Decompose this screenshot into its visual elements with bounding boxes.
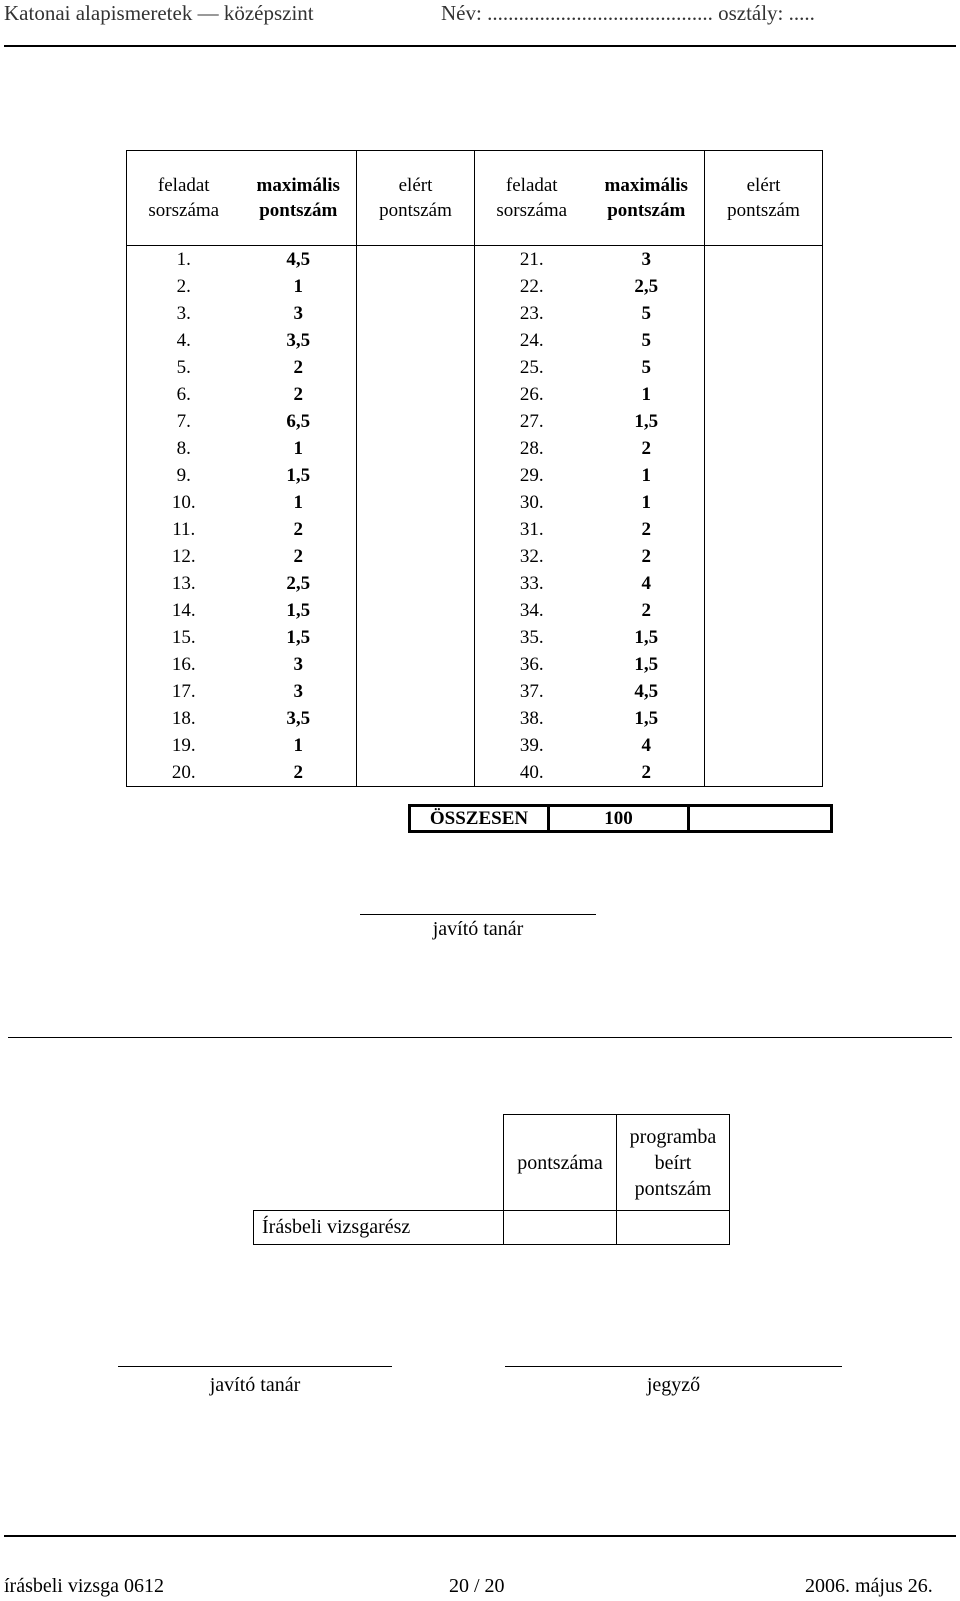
task-number-cell: 11. (127, 516, 241, 543)
written-entered-cell[interactable] (617, 1211, 730, 1245)
max-points-cell: 4,5 (634, 681, 659, 702)
table-row (127, 246, 823, 274)
achieved-points-cell[interactable] (357, 678, 475, 705)
signature-caption-right: jegyző (646, 1374, 701, 1396)
achieved-points-cell[interactable] (357, 516, 475, 543)
achieved-points-cell[interactable] (705, 435, 823, 462)
achieved-points-cell[interactable] (357, 732, 475, 759)
task-number-cell: 1. (127, 246, 241, 274)
task-number-cell: 10. (127, 489, 241, 516)
task-number-cell: 21. (475, 246, 589, 274)
achieved-points-cell[interactable] (357, 624, 475, 651)
header-name-class: Név: ........................................... osztály: ..... (441, 1, 815, 25)
max-points-cell: 3 (293, 303, 303, 324)
task-number-cell: 38. (475, 705, 589, 732)
task-number-cell: 23. (475, 300, 589, 327)
achieved-points-cell[interactable] (705, 678, 823, 705)
max-points-cell: 2 (641, 519, 651, 540)
max-points-cell: 1 (641, 465, 651, 486)
max-points-cell: 3 (293, 681, 303, 702)
max-points-cell: 1,5 (634, 411, 659, 432)
written-row-label: Írásbeli vizsgarész (254, 1211, 504, 1245)
footer-page-number: 20 / 20 (449, 1575, 505, 1597)
section-divider (8, 1037, 952, 1038)
achieved-points-cell[interactable] (705, 462, 823, 489)
table-row (127, 732, 823, 759)
achieved-points-cell[interactable] (705, 570, 823, 597)
signature-line (360, 914, 596, 915)
written-points-cell[interactable] (504, 1211, 617, 1245)
max-points-cell: 1 (641, 384, 651, 405)
achieved-points-cell[interactable] (357, 651, 475, 678)
task-number-cell: 8. (127, 435, 241, 462)
table-row (127, 597, 823, 624)
achieved-points-cell[interactable] (705, 273, 823, 300)
task-number-cell: 2. (127, 273, 241, 300)
column-header-line: maximális (604, 175, 688, 196)
table-row (127, 327, 823, 354)
column-header (241, 151, 357, 246)
column-header (475, 151, 589, 246)
achieved-points-cell[interactable] (357, 570, 475, 597)
achieved-points-cell[interactable] (705, 354, 823, 381)
footer-exam-code: írásbeli vizsga 0612 (4, 1575, 164, 1597)
column-header-line: pontszám (607, 200, 686, 221)
max-points-cell: 1,5 (286, 627, 311, 648)
total-value: 100 (604, 808, 633, 829)
max-points-cell: 1 (293, 438, 303, 459)
task-number-cell: 20. (127, 759, 241, 787)
column-header-line: feladat (505, 175, 558, 196)
task-number-cell: 36. (475, 651, 589, 678)
task-number-cell: 6. (127, 381, 241, 408)
column-header (127, 151, 241, 246)
achieved-points-cell[interactable] (705, 597, 823, 624)
task-number-cell: 18. (127, 705, 241, 732)
achieved-points-cell[interactable] (705, 489, 823, 516)
signature-caption-left: javító tanár (209, 1374, 301, 1396)
task-number-cell: 4. (127, 327, 241, 354)
column-header-line: feladat (157, 175, 210, 196)
table-row (127, 516, 823, 543)
column-header-line: pontszám (379, 200, 452, 221)
table-row (127, 381, 823, 408)
column-header-line: pontszám (259, 200, 338, 221)
max-points-cell: 2 (641, 600, 651, 621)
achieved-points-cell[interactable] (357, 543, 475, 570)
max-points-cell: 5 (641, 357, 651, 378)
table-row (127, 435, 823, 462)
column-header-line: pontszám (727, 200, 800, 221)
max-points-cell: 2 (293, 357, 303, 378)
max-points-cell: 6,5 (286, 411, 311, 432)
task-number-cell: 16. (127, 651, 241, 678)
task-number-cell: 25. (475, 354, 589, 381)
achieved-points-cell[interactable] (357, 354, 475, 381)
written-entered-header (617, 1115, 730, 1211)
task-number-cell: 30. (475, 489, 589, 516)
column-header (705, 151, 823, 246)
task-number-cell: 34. (475, 597, 589, 624)
max-points-cell: 3,5 (286, 330, 311, 351)
max-points-cell: 1,5 (286, 465, 311, 486)
task-number-cell: 5. (127, 354, 241, 381)
achieved-points-cell[interactable] (357, 273, 475, 300)
achieved-points-cell[interactable] (357, 381, 475, 408)
header-subject: Katonai alapismeretek — középszint (4, 1, 314, 25)
max-points-cell: 2 (293, 546, 303, 567)
task-number-cell: 13. (127, 570, 241, 597)
entered-header-line: programba (629, 1125, 717, 1148)
achieved-points-cell[interactable] (357, 435, 475, 462)
task-number-cell: 17. (127, 678, 241, 705)
max-points-cell: 4 (641, 573, 651, 594)
table-row (127, 462, 823, 489)
max-points-cell: 3 (293, 654, 303, 675)
max-points-cell: 1 (293, 276, 303, 297)
max-points-cell: 5 (641, 330, 651, 351)
max-points-cell: 2 (293, 384, 303, 405)
table-row (127, 354, 823, 381)
achieved-points-cell[interactable] (705, 327, 823, 354)
achieved-points-cell[interactable] (705, 300, 823, 327)
achieved-points-cell[interactable] (705, 246, 823, 274)
column-header (589, 151, 705, 246)
signature-caption: javító tanár (432, 918, 524, 940)
max-points-cell: 4,5 (286, 249, 311, 270)
column-header-line: elért (746, 175, 781, 196)
column-header-line: sorszáma (496, 200, 568, 221)
table-row (127, 543, 823, 570)
task-number-cell: 12. (127, 543, 241, 570)
max-points-cell: 1,5 (634, 654, 659, 675)
footer-date: 2006. május 26. (805, 1575, 933, 1597)
max-points-cell: 2 (589, 759, 705, 787)
achieved-points-cell[interactable] (357, 327, 475, 354)
task-number-cell: 14. (127, 597, 241, 624)
achieved-points-cell[interactable] (705, 381, 823, 408)
entered-header-line: beírt (654, 1151, 692, 1174)
achieved-points-cell[interactable] (357, 705, 475, 732)
task-number-cell: 33. (475, 570, 589, 597)
table-row (127, 705, 823, 732)
signature-line-right (505, 1366, 842, 1367)
task-number-cell: 19. (127, 732, 241, 759)
achieved-points-cell[interactable] (705, 624, 823, 651)
table-row (127, 651, 823, 678)
table-row (127, 759, 823, 787)
task-number-cell: 35. (475, 624, 589, 651)
achieved-points-cell[interactable] (705, 516, 823, 543)
table-row (127, 273, 823, 300)
table-row (127, 408, 823, 435)
table-row (127, 489, 823, 516)
achieved-points-cell[interactable] (705, 705, 823, 732)
table-row (127, 300, 823, 327)
written-exam-table (253, 1114, 730, 1245)
table-row (127, 570, 823, 597)
max-points-cell: 1,5 (634, 708, 659, 729)
achieved-points-cell[interactable] (357, 300, 475, 327)
achieved-points-cell[interactable] (705, 651, 823, 678)
achieved-points-cell[interactable] (705, 732, 823, 759)
header-rule (4, 45, 956, 47)
achieved-points-cell[interactable] (705, 408, 823, 435)
task-number-cell: 32. (475, 543, 589, 570)
footer-rule (4, 1535, 956, 1537)
achieved-points-cell[interactable] (357, 408, 475, 435)
table-row (127, 624, 823, 651)
task-number-cell: 26. (475, 381, 589, 408)
total-label: ÖSSZESEN (429, 808, 529, 829)
column-header-line: maximális (256, 175, 340, 196)
total-achieved-cell[interactable] (687, 804, 833, 833)
written-points-header: pontszáma (504, 1115, 617, 1211)
task-number-cell: 27. (475, 408, 589, 435)
column-header-line: sorszáma (148, 200, 220, 221)
task-number-cell: 7. (127, 408, 241, 435)
total-label-cell (408, 804, 550, 833)
task-number-cell: 40. (475, 759, 589, 787)
max-points-cell: 1 (641, 492, 651, 513)
task-number-cell: 37. (475, 678, 589, 705)
max-points-cell: 4 (641, 735, 651, 756)
table-row (127, 678, 823, 705)
max-points-cell: 3 (641, 249, 651, 270)
column-header-line: elért (398, 175, 433, 196)
max-points-cell: 5 (641, 303, 651, 324)
max-points-cell: 2 (241, 759, 357, 787)
achieved-points-cell[interactable] (357, 462, 475, 489)
task-number-cell: 31. (475, 516, 589, 543)
achieved-points-cell[interactable] (357, 246, 475, 274)
task-number-cell: 15. (127, 624, 241, 651)
task-number-cell: 28. (475, 435, 589, 462)
max-points-cell: 1,5 (286, 600, 311, 621)
task-number-cell: 22. (475, 273, 589, 300)
max-points-cell: 2 (293, 519, 303, 540)
signature-line-left (118, 1366, 392, 1367)
achieved-points-cell[interactable] (705, 759, 823, 787)
task-number-cell: 29. (475, 462, 589, 489)
total-value-cell (547, 804, 690, 833)
entered-header-line: pontszám (634, 1177, 712, 1200)
max-points-cell: 2 (641, 438, 651, 459)
task-number-cell: 3. (127, 300, 241, 327)
task-number-cell: 39. (475, 732, 589, 759)
achieved-points-cell[interactable] (357, 489, 475, 516)
achieved-points-cell[interactable] (705, 543, 823, 570)
max-points-cell: 1 (293, 735, 303, 756)
max-points-cell: 2,5 (634, 276, 659, 297)
max-points-cell: 3,5 (286, 708, 311, 729)
max-points-cell: 2,5 (286, 573, 311, 594)
task-number-cell: 24. (475, 327, 589, 354)
achieved-points-cell[interactable] (357, 759, 475, 787)
achieved-points-cell[interactable] (357, 597, 475, 624)
column-header (357, 151, 475, 246)
max-points-cell: 1,5 (634, 627, 659, 648)
score-table (126, 150, 823, 787)
task-number-cell: 9. (127, 462, 241, 489)
max-points-cell: 2 (641, 546, 651, 567)
max-points-cell: 1 (293, 492, 303, 513)
